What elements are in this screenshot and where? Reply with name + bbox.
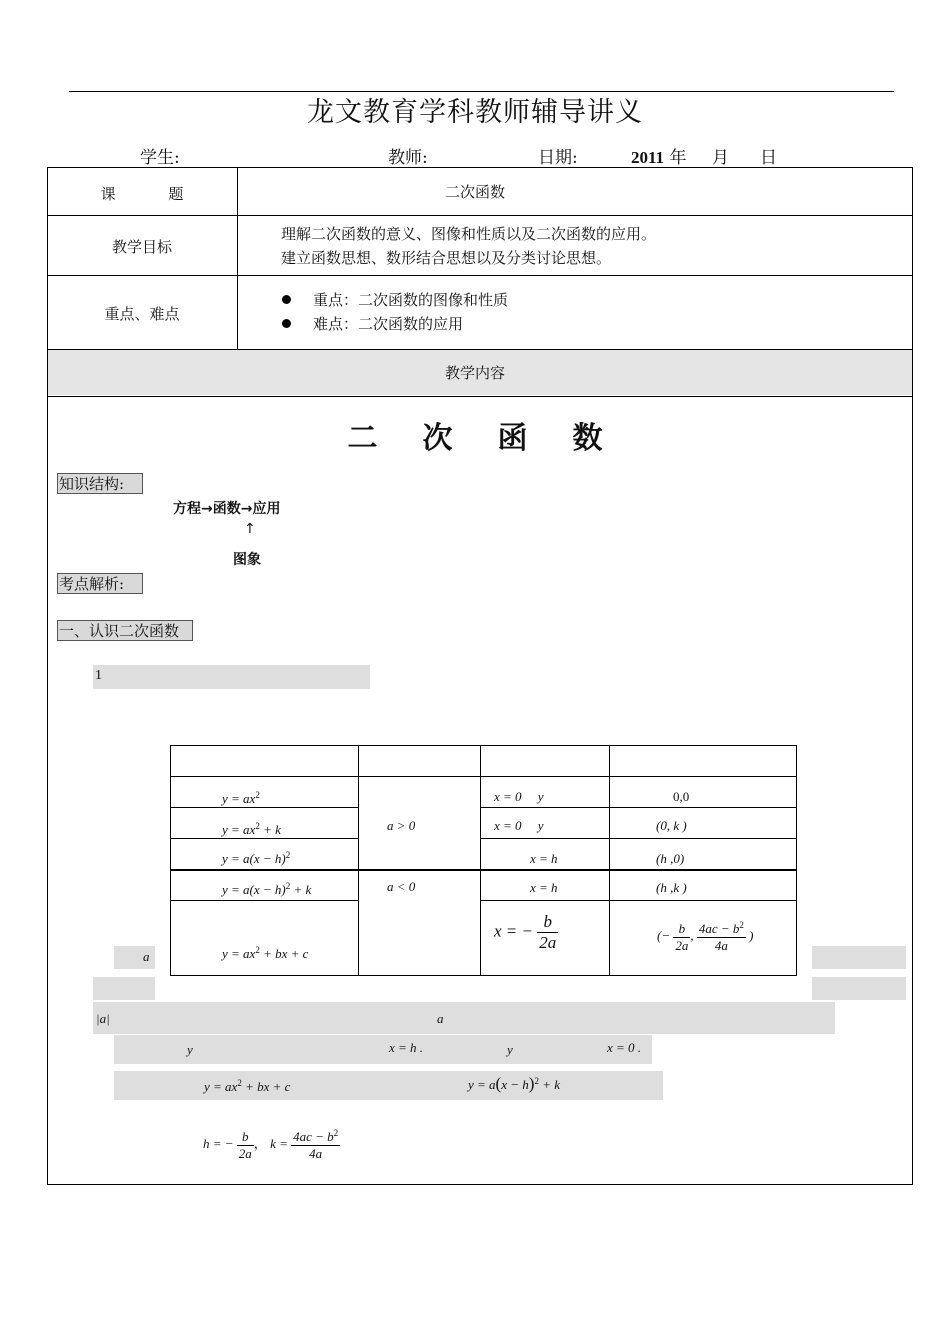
vertex-cell: (0, k ) bbox=[656, 818, 687, 833]
section-big-title: 二次函数 bbox=[347, 421, 648, 456]
column-divider bbox=[237, 167, 238, 349]
item-number: 1 bbox=[95, 668, 102, 683]
student-label: 学生: bbox=[140, 148, 180, 168]
bullet-icon bbox=[282, 319, 291, 328]
line-a: a bbox=[437, 1011, 444, 1026]
teacher-label: 教师: bbox=[388, 148, 428, 168]
content-label: 教学内容 bbox=[444, 364, 505, 382]
year-value: 2011 bbox=[631, 148, 665, 167]
date-year bbox=[631, 143, 686, 168]
up-arrow-icon: ↑ bbox=[244, 521, 256, 537]
topic-label: 课 题 bbox=[100, 185, 208, 203]
key-point-text: 难点：二次函数的应用 bbox=[313, 315, 464, 333]
analysis-tag: 考点解析: bbox=[57, 573, 143, 594]
line2-axis2: x = 0 . bbox=[607, 1040, 642, 1055]
note-band bbox=[114, 1035, 652, 1064]
date-label: 日期: bbox=[538, 148, 578, 168]
note-band bbox=[93, 977, 155, 1000]
hk-formula: h = − $\frac{b}{2a}$ ， k = $\frac{4ac - b^2}{4a}$ bbox=[203, 1128, 339, 1161]
vertex-cell: 0,0 bbox=[673, 789, 690, 804]
note-band bbox=[114, 1071, 663, 1100]
note-band bbox=[812, 946, 906, 969]
note-band bbox=[93, 1002, 835, 1034]
axis-cell: x = 0 y bbox=[494, 818, 544, 833]
side-a: a bbox=[143, 949, 150, 964]
year-unit: 年 bbox=[669, 148, 687, 168]
axis-cell: x = h bbox=[530, 851, 558, 866]
goal-line-2: 建立函数思想、数形结合思想以及分类讨论思想。 bbox=[281, 249, 612, 267]
line2-y1: y bbox=[187, 1042, 193, 1057]
func-cell: $y = ax^2$ bbox=[222, 790, 260, 806]
general-form: $y = ax^2$ + bx + c bbox=[204, 1078, 291, 1094]
key-point-2 bbox=[282, 312, 463, 336]
bullet-icon bbox=[282, 295, 291, 304]
table-rule bbox=[480, 807, 797, 808]
func-cell: $y = ax^2$ + bx + c bbox=[222, 945, 309, 961]
section-tag: 一、认识二次函数 bbox=[57, 620, 193, 641]
table-rule bbox=[170, 807, 358, 808]
goal-line-1: 理解二次函数的意义、图像和性质以及二次函数的应用。 bbox=[281, 225, 657, 243]
table-rule bbox=[170, 900, 358, 901]
key-point-1 bbox=[282, 288, 508, 312]
table-col bbox=[609, 745, 610, 976]
row-divider bbox=[47, 215, 913, 216]
axis-cell: x = 0 y bbox=[494, 789, 544, 804]
page-title: 龙文教育学科教师辅导讲义 bbox=[307, 97, 643, 128]
item-band bbox=[93, 665, 370, 689]
table-rule bbox=[170, 838, 358, 839]
axis-cell: x = h bbox=[530, 880, 558, 895]
func-cell: $y = a(x - h)^2 + k$ bbox=[222, 881, 312, 897]
cond-positive: a > 0 bbox=[387, 818, 416, 833]
row-divider bbox=[47, 396, 913, 397]
table-rule bbox=[170, 869, 797, 871]
knowledge-diagram-row: 方程→函数→应用 bbox=[173, 501, 281, 517]
abs-a: |a| bbox=[96, 1011, 110, 1026]
topic-value: 二次函数 bbox=[445, 183, 506, 201]
note-band bbox=[812, 977, 906, 1000]
table-col bbox=[480, 745, 481, 976]
vertex-cell: (h ,0) bbox=[656, 851, 685, 866]
knowledge-diagram-bottom: 图象 bbox=[233, 552, 261, 568]
vertex-cell: (h ,k ) bbox=[656, 880, 687, 895]
axis-formula: x = − $\frac{b}{2a}$ bbox=[494, 912, 557, 952]
vertex-formula: (− $\frac{b}{2a}$ , $\frac{4ac - b^2}{4a}$ ) bbox=[657, 920, 754, 953]
line2-y2: y bbox=[507, 1042, 513, 1057]
table-rule bbox=[170, 776, 797, 777]
func-cell: $y = ax^2 + k$ bbox=[222, 821, 281, 837]
key-point-text: 重点：二次函数的图像和性质 bbox=[313, 291, 509, 309]
table-rule bbox=[480, 900, 797, 901]
goal-label: 教学目标 bbox=[111, 238, 172, 256]
cond-negative: a < 0 bbox=[387, 879, 416, 894]
func-cell: $y = a(x - h)^2$ bbox=[222, 850, 291, 866]
vertex-form: $y = a(x - h)^2 + k$ bbox=[468, 1074, 560, 1093]
day-unit: 日 bbox=[760, 148, 777, 168]
month-unit: 月 bbox=[712, 148, 729, 168]
table-col bbox=[358, 745, 359, 976]
line2-axis1: x = h . bbox=[389, 1040, 424, 1055]
row-divider bbox=[47, 275, 913, 276]
table-rule bbox=[480, 838, 797, 839]
knowledge-tag: 知识结构: bbox=[57, 473, 143, 494]
key-label: 重点、难点 bbox=[104, 305, 180, 323]
